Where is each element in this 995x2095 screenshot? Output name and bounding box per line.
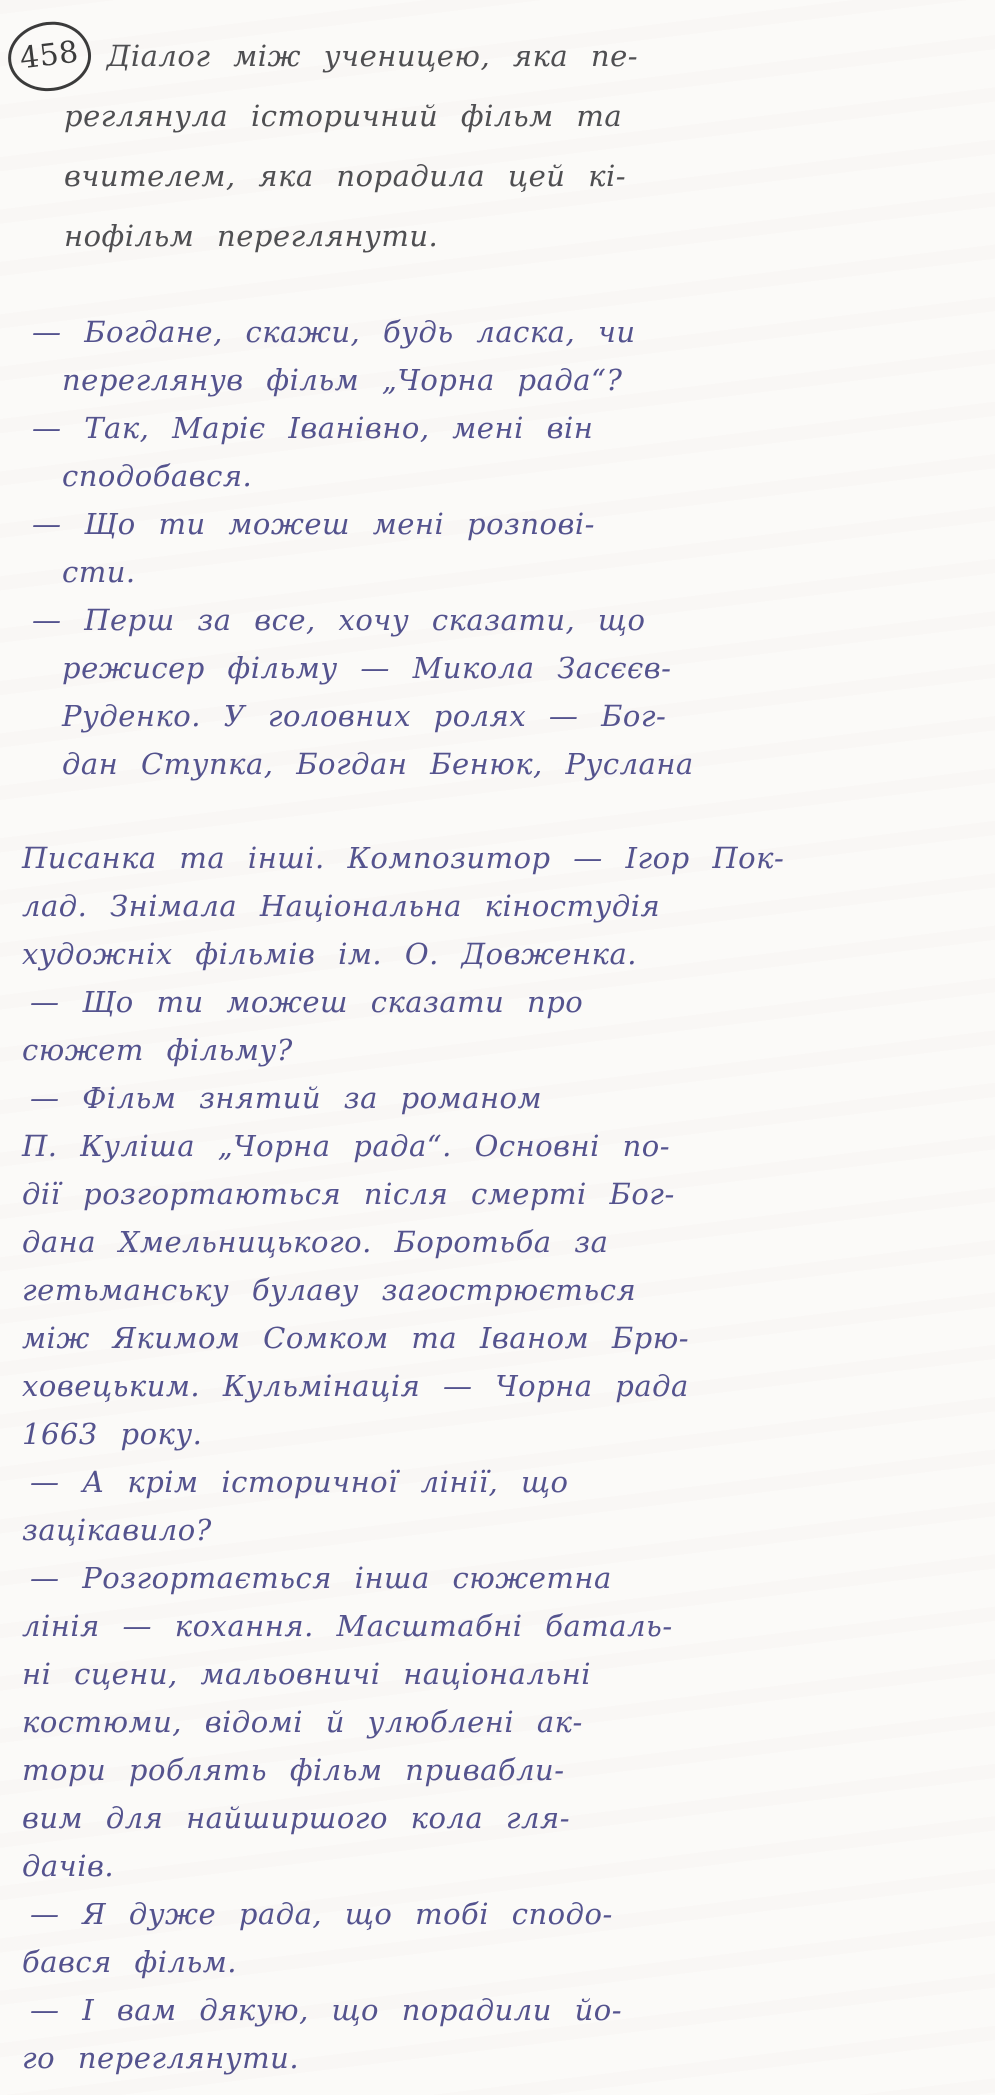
text-line: дан Ступка, Богдан Бенюк, Руслана	[62, 747, 694, 781]
text-line: реглянула історичний фільм та	[64, 99, 623, 133]
dialogue-section-2	[0, 834, 995, 2082]
text-line: переглянув фільм „Чорна рада“?	[62, 363, 623, 397]
text-line: — А крім історичної лінії, що	[30, 1465, 569, 1499]
text-line: нофільм переглянути.	[64, 219, 439, 253]
text-line: ні сцени, мальовничі національні	[22, 1657, 592, 1691]
text-line: художніх фільмів ім. О. Довженка.	[22, 937, 638, 971]
text-line: зацікавило?	[22, 1513, 212, 1547]
heading-line: Діалог між ученицею, яка пе-	[106, 39, 639, 73]
text-line: — І вам дякую, що порадили йо-	[30, 1993, 623, 2027]
text-line: бався фільм.	[22, 1945, 238, 1979]
text-line: між Якимом Сомком та Іваном Брю-	[22, 1321, 690, 1355]
heading-first-line	[8, 26, 995, 86]
text-line: — Богдане, скажи, будь ласка, чи	[32, 315, 636, 349]
text-line: ховецьким. Кульмінація — Чорна рада	[22, 1369, 689, 1403]
text-line: сюжет фільму?	[22, 1033, 293, 1067]
text-line: го переглянути.	[22, 2041, 300, 2075]
text-line: режисер фільму — Микола Засєєв-	[62, 651, 672, 685]
task-number: 458	[4, 17, 95, 96]
text-line: дачів.	[22, 1849, 115, 1883]
text-line: вим для найширшого кола гля-	[22, 1801, 570, 1835]
text-line: — Перш за все, хочу сказати, що	[32, 603, 646, 637]
text-line: лінія — кохання. Масштабні баталь-	[22, 1609, 673, 1643]
heading-continuation-lines	[0, 86, 995, 266]
text-line: Руденко. У головних ролях — Бог-	[62, 699, 667, 733]
text-line: гетьманську булаву загострюється	[22, 1273, 637, 1307]
text-line: 1663 року.	[22, 1417, 203, 1451]
text-line: вчителем, яка порадила цей кі-	[64, 159, 627, 193]
text-line: дії розгортаються після смерті Бог-	[22, 1177, 675, 1211]
text-line: сподобався.	[62, 459, 253, 493]
text-line: П. Куліша „Чорна рада“. Основні по-	[22, 1129, 671, 1163]
text-line: — Фільм знятий за романом	[30, 1081, 543, 1115]
text-line: — Я дуже рада, що тобі сподо-	[30, 1897, 613, 1931]
dialogue-section-1	[0, 308, 995, 788]
paragraph-gap	[0, 266, 995, 308]
text-line: Писанка та інші. Композитор — Ігор Пок-	[22, 841, 785, 875]
text-line: дана Хмельницького. Боротьба за	[22, 1225, 609, 1259]
text-line: тори роблять фільм привабли-	[22, 1753, 565, 1787]
text-line: — Так, Маріє Іванівно, мені він	[32, 411, 594, 445]
text-line: — Розгортається інша сюжетна	[30, 1561, 612, 1595]
text-line: лад. Знімала Національна кіностудія	[22, 889, 661, 923]
scan-stitch-gap	[0, 788, 995, 834]
exercise-heading	[0, 26, 995, 266]
text-line: костюми, відомі й улюблені ак-	[22, 1705, 583, 1739]
text-line: сти.	[62, 555, 136, 589]
text-line: — Що ти можеш мені розпові-	[32, 507, 595, 541]
text-line: — Що ти можеш сказати про	[30, 985, 584, 1019]
